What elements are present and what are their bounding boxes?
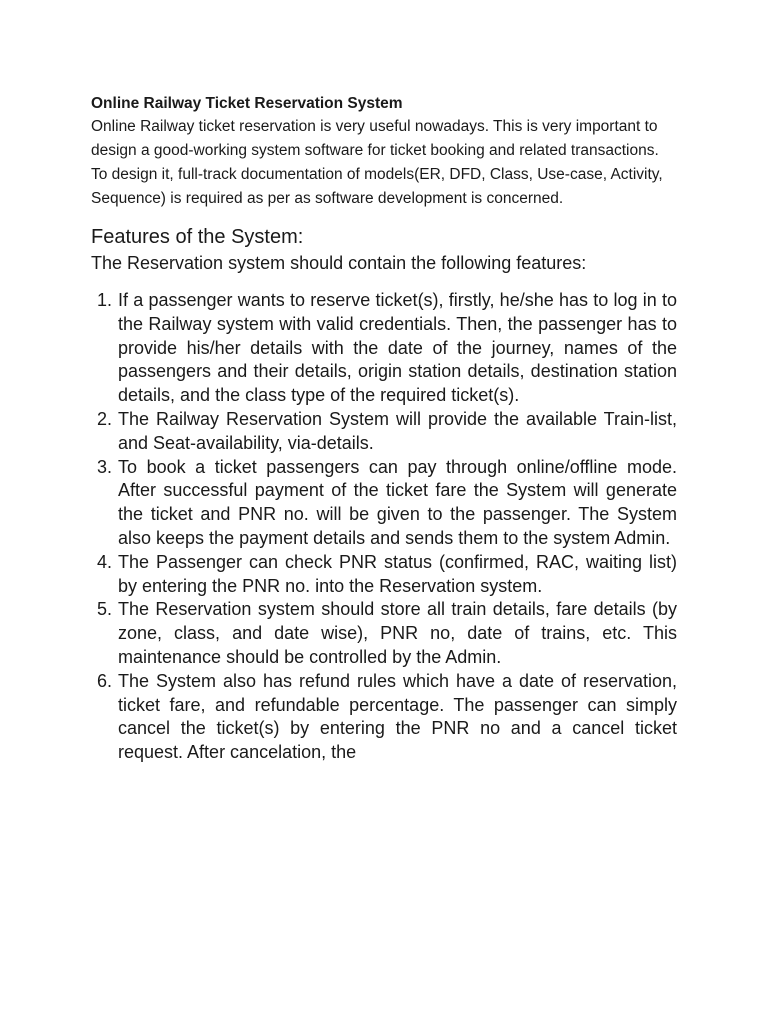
features-list [91, 289, 677, 765]
feature-text: The Railway Reservation System will provide the available Train-list, and Seat-availability, via-details. [118, 408, 677, 453]
feature-item-1 [91, 289, 677, 408]
document-page [91, 92, 677, 765]
feature-item-2 [91, 408, 677, 456]
feature-number: 1. [97, 290, 113, 310]
feature-item-6 [91, 670, 677, 765]
feature-text: If a passenger wants to reserve ticket(s), firstly, he/she has to log in to the Railway system with valid credentials. Then, the passenger has to provide his/her details with the date of the journey, names of the passengers and their details, origin station details, destination station details, and the class type of the required ticket(s). [118, 290, 677, 406]
features-intro: The Reservation system should contain the following features: [91, 253, 587, 273]
feature-number: 3. [97, 456, 113, 477]
feature-item-5 [91, 598, 677, 669]
feature-text: The Passenger can check PNR status (confirmed, RAC, waiting list) by entering the PNR no. into the Reservation system. [118, 551, 677, 596]
features-heading: Features of the System: [91, 226, 304, 248]
feature-number: 2. [97, 408, 113, 429]
feature-text: The System also has refund rules which have a date of reservation, ticket fare, and refundable percentage. The passenger can simply cancel the ticket(s) by entering the PNR no and a cancel ticket request. After cancelation, the [118, 670, 677, 763]
feature-item-3 [91, 456, 677, 551]
feature-text: To book a ticket passengers can pay through online/offline mode. After successful payment of the ticket fare the System will generate the ticket and PNR no. will be given to the passenger. The System also keeps the payment details and sends them to the system Admin. [118, 456, 677, 548]
feature-number: 6. [97, 670, 113, 691]
feature-number: 4. [97, 551, 113, 572]
intro-paragraph: Online Railway ticket reservation is very useful nowadays. This is very important to design a good-working system software for ticket booking and related transactions. To design it, full-track documentation of models(ER, DFD, Class, Use-case, Activity, Sequence) is required as per as software development is concerned. [91, 118, 663, 207]
feature-text: The Reservation system should store all train details, fare details (by zone, class, and date wise), PNR no, date of trains, etc. This maintenance should be controlled by the Admin. [118, 599, 677, 667]
document-title: Online Railway Ticket Reservation System [91, 95, 403, 112]
feature-item-4 [91, 551, 677, 599]
feature-number: 5. [97, 599, 113, 620]
